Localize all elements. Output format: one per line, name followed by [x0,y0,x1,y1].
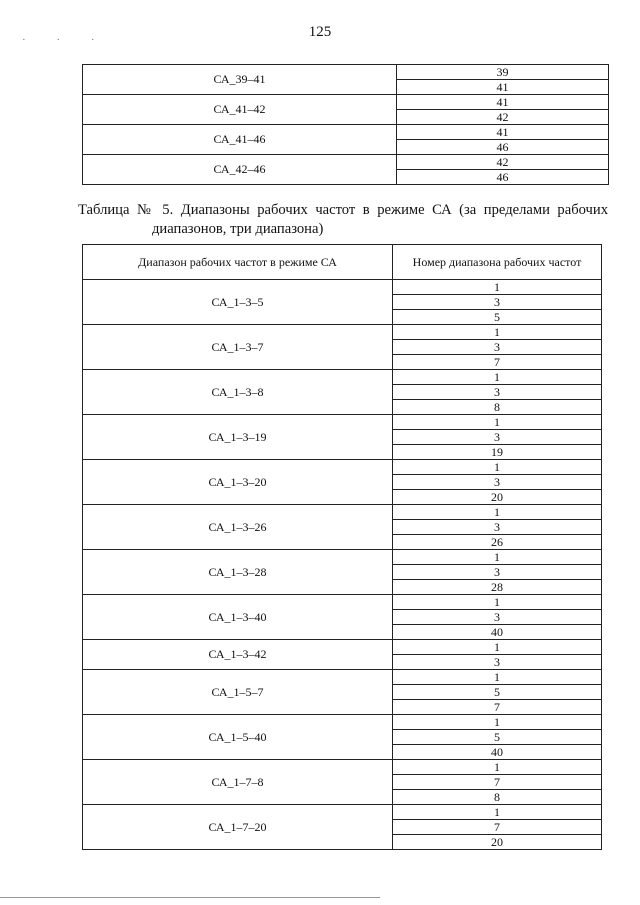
band-number-cell: 42 [397,155,609,170]
band-number-cell: 3 [393,565,602,580]
table-row [83,325,602,340]
band-number-cell: 1 [393,715,602,730]
bottom-rule [0,897,380,898]
band-number-cell: 40 [393,625,602,640]
band-number-cell: 3 [393,340,602,355]
band-number-cell: 1 [393,550,602,565]
band-number-cell: 3 [393,610,602,625]
range-name-cell: СА_1–3–19 [83,415,393,460]
table-row [83,595,602,610]
range-name-cell: СА_41–42 [83,95,397,125]
band-number-cell: 46 [397,140,609,155]
band-number-cell: 8 [393,400,602,415]
band-number-cell: 39 [397,65,609,80]
band-number-cell: 5 [393,310,602,325]
band-number-cell: 20 [393,835,602,850]
table-row [83,460,602,475]
range-name-cell: СА_1–3–8 [83,370,393,415]
band-number-cell: 41 [397,80,609,95]
table-row [83,415,602,430]
range-name-cell: СА_42–46 [83,155,397,185]
table-row [83,805,602,820]
range-name-cell: СА_1–5–40 [83,715,393,760]
range-name-cell: СА_1–5–7 [83,670,393,715]
table-row [83,125,609,140]
band-number-cell: 3 [393,385,602,400]
band-number-cell: 41 [397,125,609,140]
range-name-cell: СА_1–3–5 [83,280,393,325]
range-name-cell: СА_41–46 [83,125,397,155]
table-row [83,370,602,385]
range-name-cell: СА_1–3–42 [83,640,393,670]
band-number-cell: 7 [393,775,602,790]
table-5-header-row [83,245,602,280]
band-number-cell: 40 [393,745,602,760]
band-number-cell: 5 [393,685,602,700]
continued-frequency-table [82,64,609,185]
range-name-cell: СА_1–3–26 [83,505,393,550]
band-number-cell: 28 [393,580,602,595]
table-row [83,155,609,170]
band-number-cell: 7 [393,820,602,835]
band-number-cell: 8 [393,790,602,805]
band-number-cell: 1 [393,370,602,385]
table-row [83,640,602,655]
band-number-cell: 1 [393,460,602,475]
band-number-cell: 7 [393,700,602,715]
scan-artifact-marks: · · · [22,34,109,46]
band-number-cell: 1 [393,280,602,295]
caption-line-2: диапазонов, три диапазона) [152,221,324,237]
table-row [83,65,609,80]
band-number-cell: 3 [393,475,602,490]
band-number-cell: 41 [397,95,609,110]
range-name-cell: СА_1–3–7 [83,325,393,370]
band-number-cell: 3 [393,520,602,535]
band-number-cell: 1 [393,595,602,610]
table-row [83,715,602,730]
header-cell-number: Номер диапазона рабочих частот [393,245,602,280]
band-number-cell: 20 [393,490,602,505]
band-number-cell: 46 [397,170,609,185]
band-number-cell: 1 [393,325,602,340]
caption-line-1: Таблица № 5. Диапазоны рабочих частот в режиме СА (за пределами рабочих [78,202,608,218]
table-row [83,505,602,520]
band-number-cell: 1 [393,415,602,430]
band-number-cell: 1 [393,640,602,655]
table-row [83,280,602,295]
range-name-cell: СА_1–7–20 [83,805,393,850]
table-row [83,760,602,775]
range-name-cell: СА_1–3–28 [83,550,393,595]
band-number-cell: 1 [393,805,602,820]
band-number-cell: 3 [393,430,602,445]
band-number-cell: 3 [393,295,602,310]
band-number-cell: 19 [393,445,602,460]
header-cell-range: Диапазон рабочих частот в режиме СА [83,245,393,280]
band-number-cell: 26 [393,535,602,550]
table-5-caption [78,201,608,239]
table-row [83,95,609,110]
range-name-cell: СА_39–41 [83,65,397,95]
band-number-cell: 5 [393,730,602,745]
band-number-cell: 1 [393,760,602,775]
table-5 [82,244,602,850]
range-name-cell: СА_1–7–8 [83,760,393,805]
table-row [83,550,602,565]
band-number-cell: 42 [397,110,609,125]
range-name-cell: СА_1–3–40 [83,595,393,640]
band-number-cell: 3 [393,655,602,670]
page-number: 125 [308,24,332,40]
band-number-cell: 1 [393,505,602,520]
table-row [83,670,602,685]
band-number-cell: 1 [393,670,602,685]
range-name-cell: СА_1–3–20 [83,460,393,505]
band-number-cell: 7 [393,355,602,370]
